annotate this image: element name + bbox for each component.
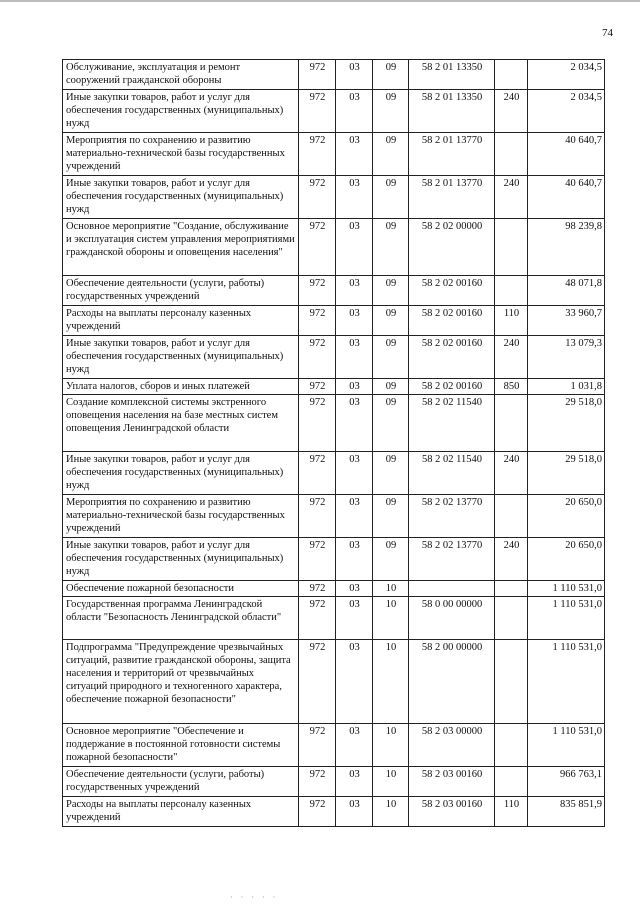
row-grbs-cell: 972 (299, 495, 336, 538)
table-row (63, 581, 605, 597)
row-subsection-cell: 09 (373, 495, 409, 538)
row-target-article-cell: 58 0 00 00000 (409, 597, 495, 640)
row-amount-cell: 835 851,9 (528, 797, 605, 827)
table-row (63, 724, 605, 767)
row-amount-cell: 1 110 531,0 (528, 597, 605, 640)
row-target-article-cell: 58 2 03 00160 (409, 767, 495, 797)
row-expense-type-cell: 110 (495, 306, 528, 336)
row-name-cell: Иные закупки товаров, работ и услуг для обеспечения государственных (муниципальных) нужд (63, 336, 299, 379)
row-amount-cell: 1 110 531,0 (528, 581, 605, 597)
table-row (63, 176, 605, 219)
table-row (63, 597, 605, 640)
row-expense-type-cell: 240 (495, 90, 528, 133)
row-subsection-cell: 10 (373, 724, 409, 767)
row-target-article-cell: 58 2 02 11540 (409, 395, 495, 452)
row-target-article-cell: 58 2 01 13350 (409, 90, 495, 133)
row-target-article-cell: 58 2 02 00160 (409, 336, 495, 379)
scan-artifact: · · · · · (230, 893, 279, 902)
row-name-cell: Обеспечение деятельности (услуги, работы) государственных учреждений (63, 276, 299, 306)
row-target-article-cell: 58 2 03 00160 (409, 797, 495, 827)
row-subsection-cell: 10 (373, 581, 409, 597)
row-amount-cell: 13 079,3 (528, 336, 605, 379)
row-section-cell: 03 (336, 276, 373, 306)
row-name-cell: Обеспечение пожарной безопасности (63, 581, 299, 597)
table-row (63, 90, 605, 133)
row-target-article-cell: 58 2 03 00000 (409, 724, 495, 767)
row-section-cell: 03 (336, 724, 373, 767)
row-amount-cell: 1 110 531,0 (528, 640, 605, 724)
row-name-cell: Иные закупки товаров, работ и услуг для обеспечения государственных (муниципальных) нужд (63, 176, 299, 219)
row-amount-cell: 40 640,7 (528, 176, 605, 219)
row-section-cell: 03 (336, 767, 373, 797)
row-section-cell: 03 (336, 379, 373, 395)
row-subsection-cell: 10 (373, 597, 409, 640)
row-expense-type-cell (495, 495, 528, 538)
row-section-cell: 03 (336, 306, 373, 336)
row-grbs-cell: 972 (299, 538, 336, 581)
row-section-cell: 03 (336, 176, 373, 219)
row-expense-type-cell (495, 219, 528, 276)
table-row (63, 452, 605, 495)
table-row (63, 495, 605, 538)
row-target-article-cell: 58 2 01 13350 (409, 60, 495, 90)
row-grbs-cell: 972 (299, 395, 336, 452)
row-amount-cell: 29 518,0 (528, 452, 605, 495)
table-row (63, 336, 605, 379)
row-amount-cell: 2 034,5 (528, 60, 605, 90)
row-amount-cell: 29 518,0 (528, 395, 605, 452)
budget-table (62, 59, 605, 827)
row-name-cell: Мероприятия по сохранению и развитию материально-технической базы государственных учреждений (63, 133, 299, 176)
row-name-cell: Основное мероприятие "Создание, обслуживание и эксплуатация систем управления мероприятиями гражданской обороны и оповещения населения" (63, 219, 299, 276)
row-name-cell: Иные закупки товаров, работ и услуг для обеспечения государственных (муниципальных) нужд (63, 90, 299, 133)
row-grbs-cell: 972 (299, 60, 336, 90)
row-subsection-cell: 09 (373, 538, 409, 581)
row-grbs-cell: 972 (299, 640, 336, 724)
table-row (63, 767, 605, 797)
row-grbs-cell: 972 (299, 219, 336, 276)
row-section-cell: 03 (336, 90, 373, 133)
row-expense-type-cell (495, 640, 528, 724)
row-amount-cell: 40 640,7 (528, 133, 605, 176)
row-subsection-cell: 09 (373, 60, 409, 90)
row-subsection-cell: 09 (373, 306, 409, 336)
row-section-cell: 03 (336, 597, 373, 640)
row-amount-cell: 2 034,5 (528, 90, 605, 133)
row-subsection-cell: 10 (373, 640, 409, 724)
row-expense-type-cell: 240 (495, 176, 528, 219)
table-row (63, 276, 605, 306)
row-expense-type-cell (495, 581, 528, 597)
row-name-cell: Подпрограмма "Предупреждение чрезвычайных ситуаций, развитие гражданской обороны, защита населения и территорий от чрезвычайных ситуаций природного и техногенного характера, обеспечение пожарной безопасности" (63, 640, 299, 724)
row-target-article-cell: 58 2 02 13770 (409, 538, 495, 581)
row-expense-type-cell (495, 767, 528, 797)
table-row (63, 219, 605, 276)
scan-top-edge (0, 0, 640, 2)
row-subsection-cell: 10 (373, 767, 409, 797)
row-target-article-cell: 58 2 00 00000 (409, 640, 495, 724)
row-grbs-cell: 972 (299, 276, 336, 306)
row-expense-type-cell (495, 395, 528, 452)
row-name-cell: Мероприятия по сохранению и развитию материально-технической базы государственных учреждений (63, 495, 299, 538)
row-target-article-cell: 58 2 02 13770 (409, 495, 495, 538)
row-name-cell: Иные закупки товаров, работ и услуг для обеспечения государственных (муниципальных) нужд (63, 538, 299, 581)
row-name-cell: Основное мероприятие "Обеспечение и поддержание в постоянной готовности системы пожарной безопасности" (63, 724, 299, 767)
row-section-cell: 03 (336, 452, 373, 495)
row-expense-type-cell (495, 597, 528, 640)
row-grbs-cell: 972 (299, 452, 336, 495)
row-section-cell: 03 (336, 797, 373, 827)
row-expense-type-cell (495, 276, 528, 306)
row-subsection-cell: 09 (373, 395, 409, 452)
row-subsection-cell: 09 (373, 452, 409, 495)
table-row (63, 306, 605, 336)
row-target-article-cell (409, 581, 495, 597)
row-grbs-cell: 972 (299, 379, 336, 395)
row-subsection-cell: 09 (373, 133, 409, 176)
row-subsection-cell: 09 (373, 379, 409, 395)
row-subsection-cell: 09 (373, 276, 409, 306)
row-section-cell: 03 (336, 133, 373, 176)
row-amount-cell: 1 031,8 (528, 379, 605, 395)
row-amount-cell: 1 110 531,0 (528, 724, 605, 767)
row-expense-type-cell: 240 (495, 336, 528, 379)
row-grbs-cell: 972 (299, 597, 336, 640)
row-expense-type-cell: 240 (495, 538, 528, 581)
row-section-cell: 03 (336, 395, 373, 452)
row-grbs-cell: 972 (299, 90, 336, 133)
row-name-cell: Обслуживание, эксплуатация и ремонт сооружений гражданской обороны (63, 60, 299, 90)
row-subsection-cell: 09 (373, 176, 409, 219)
row-subsection-cell: 09 (373, 219, 409, 276)
row-subsection-cell: 10 (373, 797, 409, 827)
row-target-article-cell: 58 2 02 11540 (409, 452, 495, 495)
row-expense-type-cell: 850 (495, 379, 528, 395)
row-section-cell: 03 (336, 60, 373, 90)
row-amount-cell: 48 071,8 (528, 276, 605, 306)
table-row (63, 797, 605, 827)
table-row (63, 640, 605, 724)
row-name-cell: Расходы на выплаты персоналу казенных учреждений (63, 306, 299, 336)
page-number: 74 (602, 27, 613, 39)
row-grbs-cell: 972 (299, 336, 336, 379)
row-section-cell: 03 (336, 495, 373, 538)
row-grbs-cell: 972 (299, 133, 336, 176)
row-grbs-cell: 972 (299, 176, 336, 219)
table-row (63, 379, 605, 395)
row-target-article-cell: 58 2 02 00160 (409, 276, 495, 306)
row-grbs-cell: 972 (299, 581, 336, 597)
row-grbs-cell: 972 (299, 724, 336, 767)
row-name-cell: Обеспечение деятельности (услуги, работы) государственных учреждений (63, 767, 299, 797)
row-grbs-cell: 972 (299, 306, 336, 336)
row-expense-type-cell (495, 133, 528, 176)
row-target-article-cell: 58 2 02 00000 (409, 219, 495, 276)
row-section-cell: 03 (336, 640, 373, 724)
row-expense-type-cell (495, 724, 528, 767)
row-name-cell: Создание комплексной системы экстренного оповещения населения на базе местных систем оповещения Ленинградской области (63, 395, 299, 452)
row-target-article-cell: 58 2 02 00160 (409, 306, 495, 336)
row-expense-type-cell: 110 (495, 797, 528, 827)
row-grbs-cell: 972 (299, 797, 336, 827)
row-name-cell: Иные закупки товаров, работ и услуг для обеспечения государственных (муниципальных) нужд (63, 452, 299, 495)
row-amount-cell: 33 960,7 (528, 306, 605, 336)
row-name-cell: Уплата налогов, сборов и иных платежей (63, 379, 299, 395)
row-section-cell: 03 (336, 581, 373, 597)
row-section-cell: 03 (336, 538, 373, 581)
row-subsection-cell: 09 (373, 336, 409, 379)
table-row (63, 395, 605, 452)
table-row (63, 538, 605, 581)
row-expense-type-cell (495, 60, 528, 90)
row-target-article-cell: 58 2 01 13770 (409, 176, 495, 219)
row-target-article-cell: 58 2 01 13770 (409, 133, 495, 176)
table-row (63, 60, 605, 90)
row-grbs-cell: 972 (299, 767, 336, 797)
row-section-cell: 03 (336, 336, 373, 379)
row-name-cell: Расходы на выплаты персоналу казенных учреждений (63, 797, 299, 827)
row-target-article-cell: 58 2 02 00160 (409, 379, 495, 395)
row-amount-cell: 98 239,8 (528, 219, 605, 276)
row-subsection-cell: 09 (373, 90, 409, 133)
table-row (63, 133, 605, 176)
row-amount-cell: 966 763,1 (528, 767, 605, 797)
row-name-cell: Государственная программа Ленинградской области "Безопасность Ленинградской области" (63, 597, 299, 640)
row-section-cell: 03 (336, 219, 373, 276)
row-amount-cell: 20 650,0 (528, 495, 605, 538)
row-amount-cell: 20 650,0 (528, 538, 605, 581)
row-expense-type-cell: 240 (495, 452, 528, 495)
